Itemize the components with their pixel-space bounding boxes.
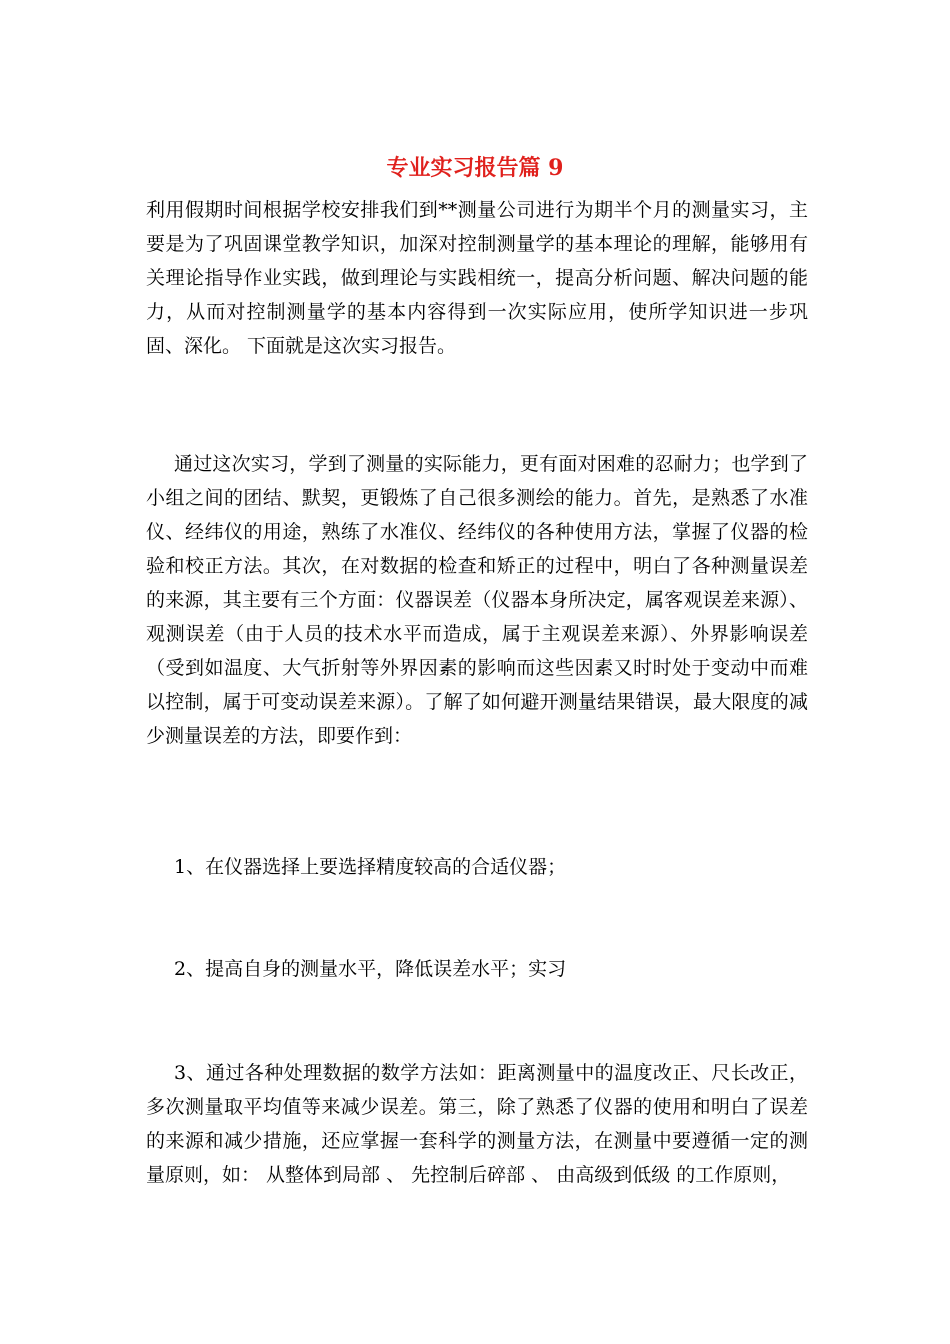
paragraph-intro: 利用假期时间根据学校安排我们到**测量公司进行为期半个月的测量实习，主要是为了巩固课堂教学知识，加深对控制测量学的基本理论的理解，能够用有关理论指导作业实践，做到理论与实践相统一，提高分析问题、解决问题的能力，从而对控制测量学的基本内容得到一次实际应用，使所学知识进一步巩固、深化。 下面就是这次实习报告。 — [146, 199, 808, 357]
list-item-skill-level: 2、提高自身的测量水平，降低误差水平；实习 — [174, 958, 567, 980]
document-title: 专业实习报告篇 9 — [386, 155, 564, 181]
list-item-instrument-choice: 1、在仪器选择上要选择精度较高的合适仪器； — [174, 856, 567, 878]
list-item-data-methods: 3、通过各种处理数据的数学方法如：距离测量中的温度改正、尺长改正，多次测量取平均值等来减少误差。第三，除了熟悉了仪器的使用和明白了误差的来源和减少措施，还应掌握一套科学的测量方法，在测量中要遵循一定的测量原则，如： 从整体到局部 、 先控制后碎部 、 由高级到低级 的工作原则， — [146, 1062, 808, 1186]
paragraph-learnings: 通过这次实习，学到了测量的实际能力，更有面对困难的忍耐力；也学到了小组之间的团结、默契，更锻炼了自己很多测绘的能力。首先，是熟悉了水准仪、经纬仪的用途，熟练了水准仪、经纬仪的各种使用方法，掌握了仪器的检验和校正方法。其次，在对数据的检查和矫正的过程中，明白了各种测量误差的来源，其主要有三个方面：仪器误差（仪器本身所决定，属客观误差来源）、观测误差（由于人员的技术水平而造成，属于主观误差来源）、外界影响误差（受到如温度、大气折射等外界因素的影响而这些因素又时时处于变动中而难以控制，属于可变动误差来源）。了解了如何避开测量结果错误，最大限度的减少测量误差的方法，即要作到： — [146, 453, 808, 747]
